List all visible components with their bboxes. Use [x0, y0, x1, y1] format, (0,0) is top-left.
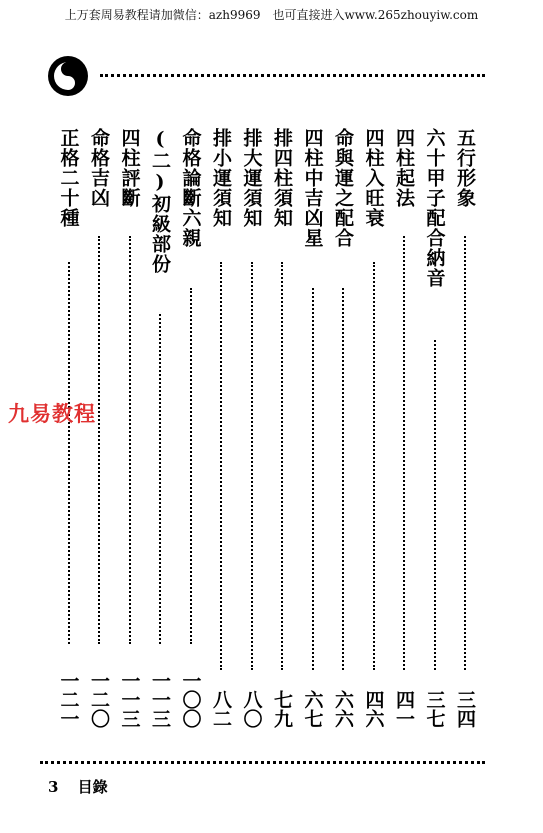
entry-title: 命格論斷六親: [179, 128, 202, 248]
entry-title: 排大運須知: [240, 128, 263, 228]
dot-leader: [373, 262, 375, 670]
dot-leader: [312, 288, 314, 670]
entry-title: 四柱入旺衰: [362, 128, 385, 228]
dot-leader: [68, 262, 70, 644]
page-footer: [48, 776, 122, 797]
dot-leader: [403, 236, 405, 670]
entry-title: (二)初級部份: [149, 128, 171, 274]
entry-title: 四柱起法: [393, 128, 415, 208]
dot-leader: [434, 340, 436, 670]
entry-page: 一〇〇: [179, 671, 202, 728]
entry-page: 一一三: [149, 671, 171, 728]
toc-entry[interactable]: [86, 128, 112, 728]
entry-page: 一二一: [57, 671, 80, 728]
dot-leader: [159, 314, 161, 644]
entry-title: 四柱評斷: [118, 128, 141, 208]
entry-title: 排小運須知: [210, 128, 232, 228]
top-banner: 上万套周易教程请加微信：azh9969 也可直接进入www.265zhouyiw.com: [64, 8, 479, 22]
toc-entry[interactable]: [147, 128, 173, 728]
dot-leader: [98, 236, 100, 644]
toc-entry[interactable]: [208, 128, 234, 728]
toc-entry[interactable]: [330, 128, 356, 728]
top-dotted-rule: [100, 74, 485, 77]
toc-entry[interactable]: [391, 128, 417, 728]
toc-entry[interactable]: [361, 128, 387, 728]
toc-entry[interactable]: [300, 128, 326, 728]
entry-title: 正格二十種: [57, 128, 80, 228]
dot-leader: [129, 236, 131, 644]
dot-leader: [464, 236, 466, 670]
entry-page: 八二: [210, 690, 232, 728]
watermark-text: 九易教程: [8, 402, 96, 426]
toc-entry[interactable]: [56, 128, 82, 728]
toc-entry[interactable]: [422, 128, 448, 728]
entry-title: 六十甲子配合納音: [423, 128, 446, 288]
toc-entry[interactable]: [178, 128, 204, 728]
dot-leader: [220, 262, 222, 670]
entry-page: 六七: [301, 690, 324, 728]
toc-entry[interactable]: [239, 128, 265, 728]
yin-yang-emblem-icon: [46, 54, 90, 98]
dot-leader: [190, 288, 192, 644]
toc-entry[interactable]: [269, 128, 295, 728]
dot-leader: [342, 288, 344, 670]
dot-leader: [281, 262, 283, 670]
entry-page: 四六: [362, 690, 385, 728]
entry-title: 四柱中吉凶星: [301, 128, 324, 248]
entry-page: 一一三: [118, 671, 141, 728]
entry-page: 七九: [271, 690, 293, 728]
entry-page: 一二〇: [88, 671, 110, 728]
bottom-dotted-rule: [40, 761, 485, 764]
section-label: 目錄: [77, 778, 108, 796]
entry-page: 四一: [393, 690, 415, 728]
entry-title: 命與運之配合: [332, 128, 354, 248]
entry-title: 命格吉凶: [88, 128, 110, 208]
entry-page: 八〇: [240, 690, 263, 728]
toc-entry[interactable]: [452, 128, 478, 728]
page-number: 3: [48, 778, 59, 796]
entry-page: 三四: [454, 690, 476, 728]
toc-entry[interactable]: [117, 128, 143, 728]
entry-page: 三七: [423, 690, 446, 728]
entry-title: 排四柱須知: [271, 128, 293, 228]
dot-leader: [251, 262, 253, 670]
entry-title: 五行形象: [454, 128, 476, 208]
entry-page: 六六: [332, 690, 354, 728]
